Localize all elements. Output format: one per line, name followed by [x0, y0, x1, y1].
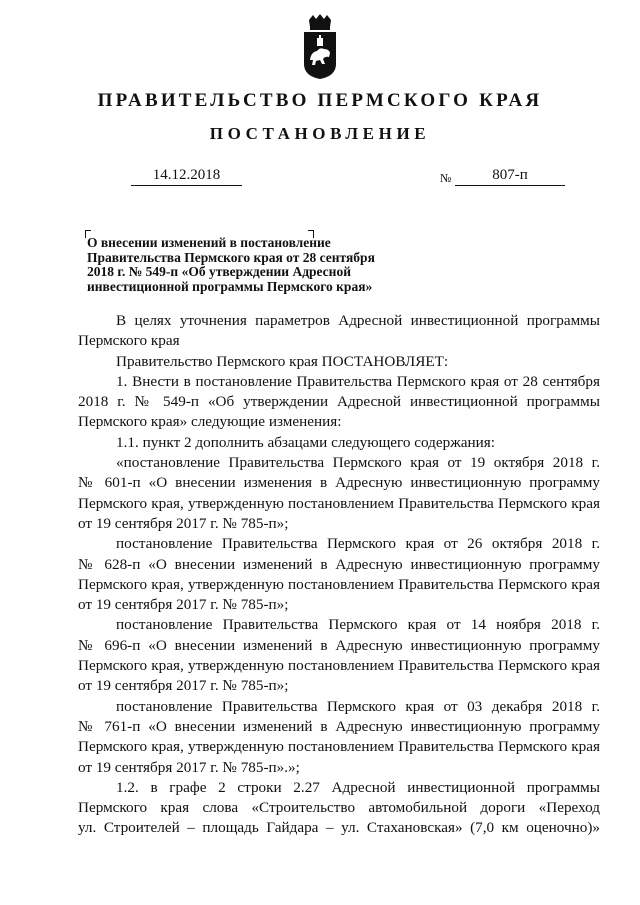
body-line: 1.2. в графе 2 строки 2.27 Адресной инвестиционной программы: [116, 778, 600, 796]
document-body: [78, 311, 600, 839]
document-number: 807-п: [455, 166, 565, 186]
government-title: ПРАВИТЕЛЬСТВО ПЕРМСКОГО КРАЯ: [97, 90, 543, 111]
subject-block: [87, 236, 427, 294]
body-line: «постановление Правительства Пермского края от 19 октября 2018 г.: [116, 454, 600, 472]
body-line: постановление Правительства Пермского края от 14 ноября 2018 г.: [116, 616, 600, 634]
body-line: от 19 сентября 2017 г. № 785-п»;: [78, 514, 289, 532]
body-line: № 601-п «О внесении изменения в Адресную инвестиционную программу: [78, 474, 600, 492]
body-line: Пермского края» следующие изменения:: [78, 413, 342, 431]
subject-line: О внесении изменений в постановление: [87, 235, 331, 250]
subject-line: 2018 г. № 549-п «Об утверждении Адресной: [87, 264, 351, 279]
body-line: Пермского края, утвержденную постановлением Правительства Пермского края: [78, 657, 600, 675]
body-line: № 696-п «О внесении изменений в Адресную инвестиционную программу: [78, 636, 600, 654]
body-line: 2018 г. № 549-п «Об утверждении Адресной инвестиционной программы: [78, 393, 600, 411]
body-line: Пермского края слова «Строительство автомобильной дороги «Переход: [78, 799, 600, 817]
body-line: Пермского края, утвержденную постановлением Правительства Пермского края: [78, 738, 600, 756]
body-line: от 19 сентября 2017 г. № 785-п».»;: [78, 758, 300, 776]
subject-line: инвестиционной программы Пермского края»: [87, 278, 373, 294]
coat-of-arms-emblem: [302, 14, 338, 80]
body-line: Пермского края, утвержденную постановлением Правительства Пермского края: [78, 575, 600, 593]
body-line: В целях уточнения параметров Адресной инвестиционной программы: [116, 312, 600, 329]
body-line: постановление Правительства Пермского края от 26 октября 2018 г.: [116, 535, 600, 553]
body-line: № 628-п «О внесении изменений в Адресную инвестиционную программу: [78, 555, 600, 573]
body-line: постановление Правительства Пермского края от 03 декабря 2018 г.: [116, 697, 600, 715]
body-line: № 761-п «О внесении изменений в Адресную инвестиционную программу: [78, 717, 600, 735]
body-line: 1.1. пункт 2 дополнить абзацами следующего содержания:: [116, 433, 495, 451]
document-date: 14.12.2018: [131, 166, 242, 186]
number-label: №: [440, 171, 452, 185]
body-line: Пермского края, утвержденную постановлением Правительства Пермского края: [78, 494, 600, 512]
subject-line: Правительства Пермского края от 28 сентября: [87, 249, 375, 265]
body-line: ул. Строителей – площадь Гайдара – ул. Стахановская» (7,0 км оценочно)»: [78, 819, 600, 837]
body-line: Пермского края: [78, 332, 180, 350]
body-line: от 19 сентября 2017 г. № 785-п»;: [78, 596, 289, 614]
body-line: Правительство Пермского края ПОСТАНОВЛЯЕТ:: [116, 352, 449, 370]
body-line: 1. Внести в постановление Правительства Пермского края от 28 сентября: [116, 372, 600, 390]
document-type: ПОСТАНОВЛЕНИЕ: [209, 124, 431, 143]
body-line: от 19 сентября 2017 г. № 785-п»;: [78, 677, 289, 695]
